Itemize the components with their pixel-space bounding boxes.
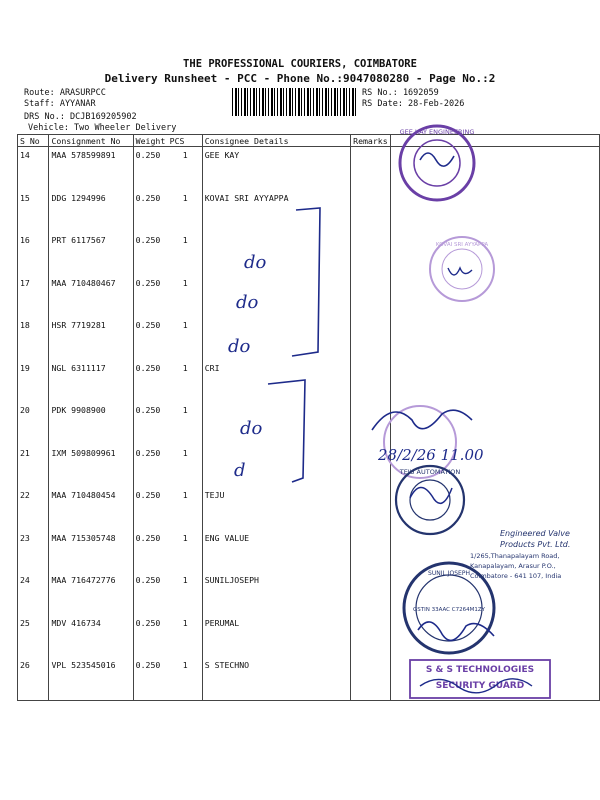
cell-sno: 15 — [18, 190, 49, 233]
table-row — [18, 530, 600, 573]
cell-consignment: NGL 6311117 — [49, 360, 133, 403]
cell-weight: 0.250 — [135, 532, 161, 543]
cell-weight: 0.250 — [135, 447, 161, 458]
table-row — [18, 190, 600, 233]
barcode — [232, 88, 357, 116]
cell-pcs: 1 — [182, 575, 188, 585]
cell-consignee — [202, 275, 350, 318]
cell-consignment: PDK 9908900 — [49, 402, 133, 445]
column-header-weight: Weight — [135, 135, 166, 146]
cell-pcs: 1 — [182, 447, 188, 458]
cell-pcs: 1 — [182, 150, 188, 160]
table-row — [18, 487, 600, 530]
cell-pcs: 1 — [182, 660, 188, 670]
staff-label: Staff: AYYANAR — [24, 99, 96, 109]
cell-signature — [390, 275, 599, 318]
cell-remarks — [351, 615, 391, 658]
column-header-sno: S No — [18, 135, 49, 147]
cell-weight-pcs — [133, 445, 202, 488]
column-header-consignee: Consignee Details — [202, 135, 350, 147]
table-row — [18, 317, 600, 360]
cell-consignee: KOVAI SRI AYYAPPA — [202, 190, 350, 233]
column-header-remarks: Remarks — [351, 135, 391, 147]
svg-text:KOVAI SRI AYYAPPA: KOVAI SRI AYYAPPA — [435, 242, 489, 248]
table-row — [18, 360, 600, 403]
vehicle-label: Vehicle: Two Wheeler Delivery — [28, 123, 177, 133]
column-header-pcs: PCS — [169, 135, 185, 146]
cell-remarks — [351, 487, 391, 530]
cell-weight: 0.250 — [135, 490, 161, 500]
column-header-signature — [390, 135, 599, 147]
table-row — [18, 402, 600, 445]
cell-signature — [390, 487, 599, 530]
rs-date: RS Date: 28-Feb-2026 — [362, 99, 465, 109]
cell-pcs: 1 — [182, 405, 188, 415]
rs-number: RS No.: 1692059 — [362, 88, 439, 98]
svg-text:SECURITY GUARD: SECURITY GUARD — [435, 681, 525, 691]
cell-consignee: S STECHNO — [202, 657, 350, 700]
cell-consignee: PERUMAL — [202, 615, 350, 658]
cell-consignee — [202, 402, 350, 445]
cell-sno: 20 — [18, 402, 49, 445]
cell-signature — [390, 190, 599, 233]
cell-consignment: MAA 716472776 — [49, 572, 133, 615]
cell-weight: 0.250 — [135, 660, 161, 670]
cell-remarks — [351, 572, 391, 615]
cell-sno: 17 — [18, 275, 49, 318]
cell-weight: 0.250 — [135, 235, 161, 245]
cell-weight: 0.250 — [135, 362, 161, 373]
svg-text:1/265,Thanapalayam Road,: 1/265,Thanapalayam Road, — [470, 552, 560, 560]
cell-weight: 0.250 — [135, 405, 161, 415]
cell-pcs: 1 — [182, 532, 188, 543]
cell-consignment: MDV 416734 — [49, 615, 133, 658]
svg-text:GEE KAY ENGINEERING: GEE KAY ENGINEERING — [399, 128, 475, 136]
table-row — [18, 572, 600, 615]
svg-text:Engineered Valve: Engineered Valve — [500, 529, 570, 538]
cell-signature — [390, 232, 599, 275]
table-row — [18, 657, 600, 700]
cell-weight-pcs — [133, 402, 202, 445]
cell-weight-pcs — [133, 615, 202, 658]
cell-consignment: VPL 523545016 — [49, 657, 133, 700]
cell-pcs: 1 — [182, 362, 188, 373]
cell-weight: 0.250 — [135, 277, 161, 288]
svg-text:SUNIL JOSEPH: SUNIL JOSEPH — [428, 570, 470, 577]
cell-consignment: DDG 1294996 — [49, 190, 133, 233]
svg-text:Products Pvt. Ltd.: Products Pvt. Ltd. — [500, 540, 571, 549]
cell-weight: 0.250 — [135, 617, 161, 628]
svg-text:Coimbatore - 641 107, India: Coimbatore - 641 107, India — [470, 572, 562, 580]
cell-signature — [390, 572, 599, 615]
cell-weight-pcs — [133, 657, 202, 700]
ditto-mark-4: do — [240, 418, 263, 439]
cell-sno: 25 — [18, 615, 49, 658]
cell-consignment: HSR 7719281 — [49, 317, 133, 360]
table-row — [18, 232, 600, 275]
cell-consignee — [202, 317, 350, 360]
ditto-mark-3: do — [228, 336, 251, 357]
cell-remarks — [351, 190, 391, 233]
cell-pcs: 1 — [182, 192, 188, 203]
ditto-mark-5: d — [234, 460, 246, 481]
cell-sno: 26 — [18, 657, 49, 700]
table-row — [18, 275, 600, 318]
cell-weight: 0.250 — [135, 320, 161, 330]
cell-signature — [390, 147, 599, 190]
cell-pcs: 1 — [182, 320, 188, 330]
cell-weight-pcs — [133, 572, 202, 615]
runsheet-table — [17, 134, 600, 701]
cell-signature — [390, 615, 599, 658]
cell-pcs: 1 — [182, 490, 188, 500]
cell-pcs: 1 — [182, 235, 188, 245]
cell-weight-pcs — [133, 317, 202, 360]
ditto-mark-2: do — [236, 292, 259, 313]
cell-consignee: ENG VALUE — [202, 530, 350, 573]
cell-weight-pcs — [133, 190, 202, 233]
svg-text:Kanapalayam, Arasur P.O.,: Kanapalayam, Arasur P.O., — [470, 562, 556, 570]
cell-weight: 0.250 — [135, 575, 161, 585]
svg-text:GSTIN 33AAC C7264M1ZY: GSTIN 33AAC C7264M1ZY — [413, 607, 485, 613]
document-title: THE PROFESSIONAL COURIERS, COIMBATORE — [183, 58, 417, 70]
cell-consignee: SUNILJOSEPH — [202, 572, 350, 615]
cell-consignment: IXM 509809961 — [49, 445, 133, 488]
cell-signature — [390, 317, 599, 360]
cell-consignee: TEJU — [202, 487, 350, 530]
delivery-note: 28/2/26 11.00 — [378, 446, 484, 464]
svg-text:TEJU AUTOMATION: TEJU AUTOMATION — [399, 468, 461, 476]
cell-remarks — [351, 445, 391, 488]
table-header — [18, 135, 600, 147]
cell-sno: 19 — [18, 360, 49, 403]
cell-remarks — [351, 147, 391, 190]
cell-weight-pcs — [133, 275, 202, 318]
cell-pcs: 1 — [182, 617, 188, 628]
document-subtitle: Delivery Runsheet - PCC - Phone No.:9047080280 - Page No.:2 — [104, 72, 496, 85]
cell-weight: 0.250 — [135, 192, 161, 203]
cell-remarks — [351, 360, 391, 403]
cell-consignment: MAA 710480467 — [49, 275, 133, 318]
cell-weight-pcs — [133, 360, 202, 403]
cell-sno: 22 — [18, 487, 49, 530]
cell-remarks — [351, 402, 391, 445]
cell-signature — [390, 530, 599, 573]
cell-sno: 24 — [18, 572, 49, 615]
cell-signature — [390, 360, 599, 403]
drs-number: DRS No.: DCJB169205902 — [24, 112, 137, 122]
route-label: Route: ARASURPCC — [24, 88, 106, 98]
column-header-weight-pcs — [133, 135, 202, 147]
table-row — [18, 147, 600, 190]
cell-weight-pcs — [133, 487, 202, 530]
cell-weight-pcs — [133, 147, 202, 190]
cell-weight-pcs — [133, 232, 202, 275]
svg-text:S & S TECHNOLOGIES: S & S TECHNOLOGIES — [425, 665, 535, 675]
cell-consignment: PRT 6117567 — [49, 232, 133, 275]
cell-sno: 23 — [18, 530, 49, 573]
cell-remarks — [351, 530, 391, 573]
cell-signature — [390, 657, 599, 700]
column-header-consignment: Consignment No — [49, 135, 133, 147]
cell-sno: 18 — [18, 317, 49, 360]
cell-consignee — [202, 232, 350, 275]
cell-remarks — [351, 275, 391, 318]
cell-consignment: MAA 578599891 — [49, 147, 133, 190]
cell-remarks — [351, 657, 391, 700]
ditto-mark-1: do — [244, 252, 267, 273]
cell-consignee: CRI — [202, 360, 350, 403]
cell-consignee — [202, 445, 350, 488]
cell-pcs: 1 — [182, 277, 188, 288]
cell-consignee: GEE KAY — [202, 147, 350, 190]
cell-remarks — [351, 317, 391, 360]
table-row — [18, 445, 600, 488]
cell-sno: 14 — [18, 147, 49, 190]
cell-consignment: MAA 715305748 — [49, 530, 133, 573]
cell-signature — [390, 402, 599, 445]
cell-weight: 0.250 — [135, 150, 161, 160]
cell-sno: 16 — [18, 232, 49, 275]
cell-remarks — [351, 232, 391, 275]
cell-consignment: MAA 710480454 — [49, 487, 133, 530]
cell-sno: 21 — [18, 445, 49, 488]
cell-signature — [390, 445, 599, 488]
table-row — [18, 615, 600, 658]
cell-weight-pcs — [133, 530, 202, 573]
